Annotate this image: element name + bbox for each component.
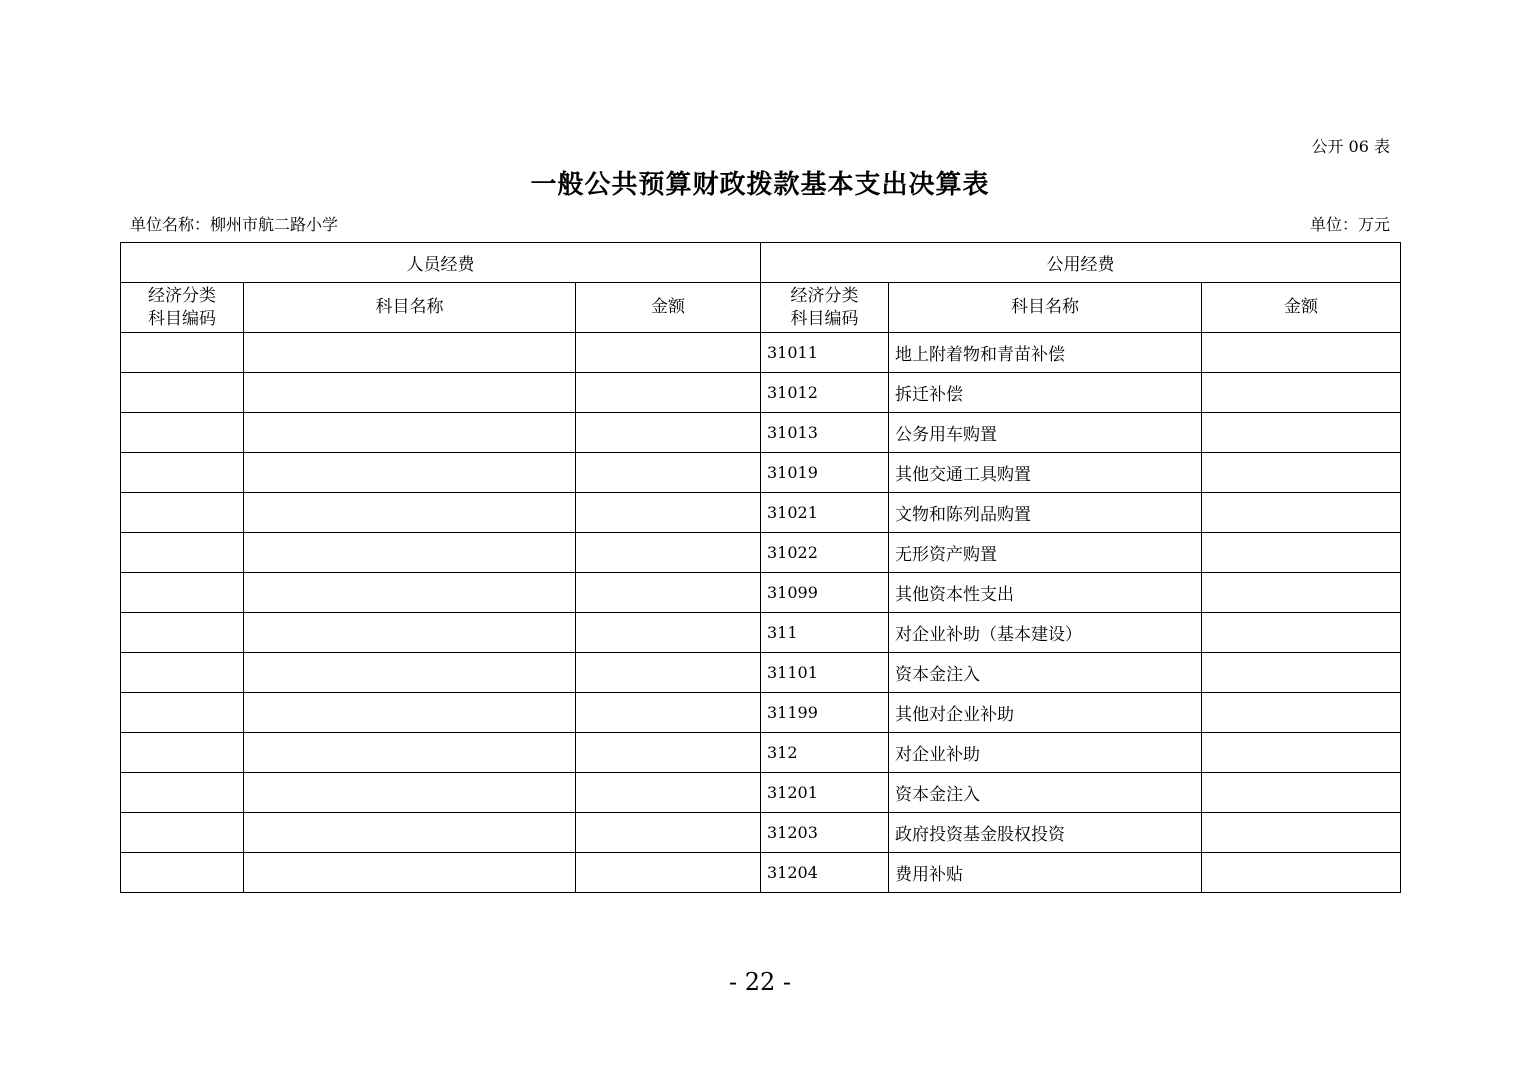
- table-row: [121, 813, 1401, 853]
- public-code-cell: 31201: [761, 773, 889, 813]
- group-public-header: 公用经费: [761, 243, 1401, 283]
- page-number: - 22 -: [728, 968, 791, 996]
- public-name-cell: 资本金注入: [889, 773, 1202, 813]
- personnel-amount-cell: [576, 533, 761, 573]
- personnel-amount-cell: [576, 573, 761, 613]
- public-name-cell: 资本金注入: [889, 653, 1202, 693]
- public-name-cell: 公务用车购置: [889, 413, 1202, 453]
- table-row: [121, 733, 1401, 773]
- personnel-name-cell: [244, 693, 576, 733]
- public-code-cell: 31013: [761, 413, 889, 453]
- personnel-name-cell: [244, 573, 576, 613]
- table-row: [121, 413, 1401, 453]
- personnel-amount-cell: [576, 773, 761, 813]
- public-amount-cell: [1202, 493, 1401, 533]
- public-code-cell: 31019: [761, 453, 889, 493]
- expenditure-table: [120, 242, 1401, 893]
- table-row: [121, 333, 1401, 373]
- public-name-cell: 无形资产购置: [889, 533, 1202, 573]
- personnel-name-cell: [244, 533, 576, 573]
- table-row: [121, 773, 1401, 813]
- personnel-code-cell: [121, 413, 244, 453]
- personnel-name-cell: [244, 653, 576, 693]
- personnel-code-cell: [121, 333, 244, 373]
- public-amount-cell: [1202, 533, 1401, 573]
- personnel-code-cell: [121, 493, 244, 533]
- public-name-cell: 地上附着物和青苗补偿: [889, 333, 1202, 373]
- personnel-name-cell: [244, 453, 576, 493]
- public-amount-cell: [1202, 453, 1401, 493]
- table-row: [121, 373, 1401, 413]
- personnel-amount-cell: [576, 853, 761, 893]
- table-row: [121, 453, 1401, 493]
- personnel-code-cell: [121, 453, 244, 493]
- table-row: [121, 653, 1401, 693]
- personnel-name-cell: [244, 333, 576, 373]
- personnel-amount-cell: [576, 373, 761, 413]
- public-code-cell: 31012: [761, 373, 889, 413]
- personnel-name-cell: [244, 853, 576, 893]
- form-number: 公开 06 表: [1311, 137, 1390, 156]
- public-name-cell: 其他对企业补助: [889, 693, 1202, 733]
- public-name-cell: 政府投资基金股权投资: [889, 813, 1202, 853]
- personnel-amount-cell: [576, 693, 761, 733]
- personnel-code-cell: [121, 573, 244, 613]
- personnel-amount-cell: [576, 493, 761, 533]
- public-code-cell: 31204: [761, 853, 889, 893]
- table-row: [121, 853, 1401, 893]
- public-amount-cell: [1202, 733, 1401, 773]
- public-name-cell: 费用补贴: [889, 853, 1202, 893]
- personnel-amount-cell: [576, 453, 761, 493]
- table-row: [121, 533, 1401, 573]
- public-code-cell: 31021: [761, 493, 889, 533]
- public-amount-cell: [1202, 413, 1401, 453]
- personnel-amount-cell: [576, 653, 761, 693]
- personnel-code-cell: [121, 653, 244, 693]
- public-code-cell: 311: [761, 613, 889, 653]
- header-code-text: 经济分类 科目编码: [790, 285, 859, 329]
- personnel-code-cell: [121, 773, 244, 813]
- public-amount-cell: [1202, 573, 1401, 613]
- personnel-name-cell: [244, 813, 576, 853]
- public-name-cell: 拆迁补偿: [889, 373, 1202, 413]
- public-code-cell: 31203: [761, 813, 889, 853]
- personnel-amount-cell: [576, 333, 761, 373]
- personnel-name-cell: [244, 493, 576, 533]
- group-personnel-header: 人员经费: [121, 243, 761, 283]
- header-public-name: 科目名称: [889, 283, 1202, 333]
- page-title: 一般公共预算财政拨款基本支出决算表: [530, 170, 990, 200]
- public-name-cell: 其他交通工具购置: [889, 453, 1202, 493]
- table-row: [121, 573, 1401, 613]
- public-amount-cell: [1202, 613, 1401, 653]
- personnel-name-cell: [244, 773, 576, 813]
- header-personnel-code: [121, 283, 244, 333]
- public-code-cell: 31022: [761, 533, 889, 573]
- header-code-text: 经济分类 科目编码: [148, 285, 216, 329]
- header-public-amount: 金额: [1202, 283, 1401, 333]
- public-name-cell: 文物和陈列品购置: [889, 493, 1202, 533]
- personnel-amount-cell: [576, 733, 761, 773]
- public-amount-cell: [1202, 373, 1401, 413]
- unit-name-label: 单位名称：柳州市航二路小学: [130, 215, 339, 234]
- personnel-code-cell: [121, 813, 244, 853]
- personnel-amount-cell: [576, 613, 761, 653]
- personnel-amount-cell: [576, 813, 761, 853]
- public-code-cell: 31011: [761, 333, 889, 373]
- personnel-code-cell: [121, 533, 244, 573]
- personnel-name-cell: [244, 733, 576, 773]
- personnel-name-cell: [244, 413, 576, 453]
- public-amount-cell: [1202, 693, 1401, 733]
- public-code-cell: 31199: [761, 693, 889, 733]
- personnel-code-cell: [121, 613, 244, 653]
- header-personnel-name: 科目名称: [244, 283, 576, 333]
- public-code-cell: 31099: [761, 573, 889, 613]
- personnel-name-cell: [244, 373, 576, 413]
- public-name-cell: 对企业补助（基本建设）: [889, 613, 1202, 653]
- personnel-code-cell: [121, 733, 244, 773]
- public-name-cell: 其他资本性支出: [889, 573, 1202, 613]
- personnel-name-cell: [244, 613, 576, 653]
- table-row: [121, 693, 1401, 733]
- public-name-cell: 对企业补助: [889, 733, 1202, 773]
- public-amount-cell: [1202, 653, 1401, 693]
- table-row: [121, 493, 1401, 533]
- public-amount-cell: [1202, 813, 1401, 853]
- currency-unit-label: 单位：万元: [1309, 215, 1390, 234]
- table-row: [121, 613, 1401, 653]
- header-public-code: [761, 283, 889, 333]
- group-header-row: [121, 243, 1401, 283]
- personnel-code-cell: [121, 693, 244, 733]
- public-amount-cell: [1202, 773, 1401, 813]
- personnel-amount-cell: [576, 413, 761, 453]
- public-code-cell: 31101: [761, 653, 889, 693]
- column-header-row: [121, 283, 1401, 333]
- public-code-cell: 312: [761, 733, 889, 773]
- public-amount-cell: [1202, 333, 1401, 373]
- public-amount-cell: [1202, 853, 1401, 893]
- personnel-code-cell: [121, 853, 244, 893]
- personnel-code-cell: [121, 373, 244, 413]
- header-personnel-amount: 金额: [576, 283, 761, 333]
